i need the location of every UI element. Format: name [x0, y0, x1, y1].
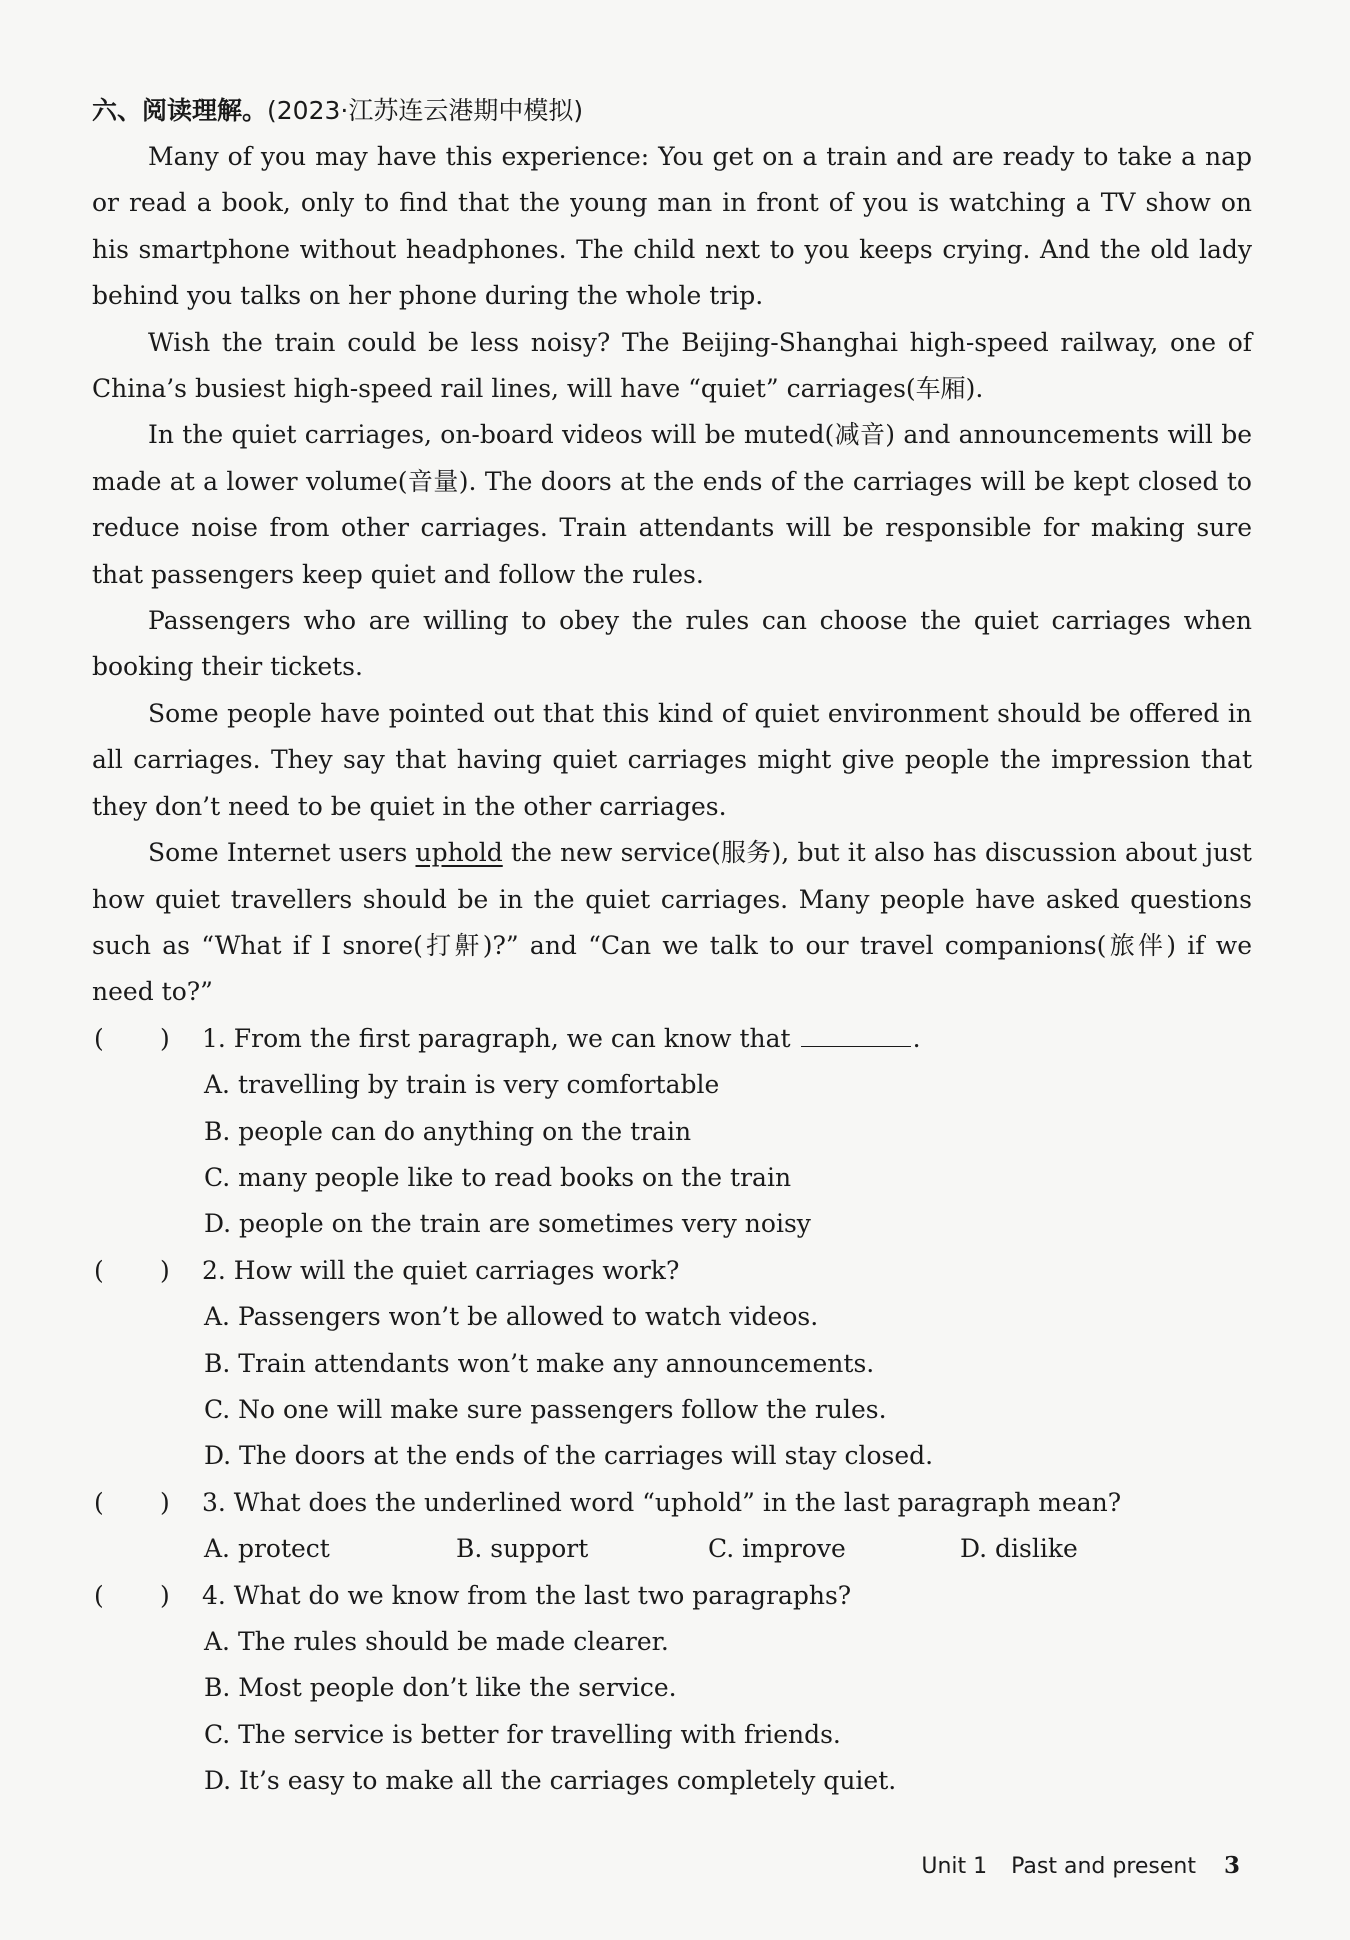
- question-text: 4. What do we know from the last two paragraphs?: [202, 1580, 852, 1610]
- option-d: D. The doors at the ends of the carriages will stay closed.: [204, 1441, 934, 1471]
- bracket-left: (: [94, 1023, 104, 1053]
- option-d: D. dislike: [960, 1534, 1078, 1564]
- bracket-left: (: [94, 1487, 104, 1517]
- bracket-left: (: [94, 1255, 104, 1285]
- option-c: C. The service is better for travelling with friends.: [204, 1719, 841, 1749]
- footer-unit: Unit 1: [921, 1854, 988, 1879]
- question-3: [92, 1480, 1252, 1573]
- question-text-end: .: [912, 1023, 921, 1053]
- page-number: 3: [1223, 1852, 1240, 1879]
- option-a: A. Passengers won’t be allowed to watch videos.: [204, 1302, 819, 1332]
- option-b: B. people can do anything on the train: [204, 1116, 692, 1146]
- question-stem: [92, 1016, 1252, 1062]
- footer-unit-title: Past and present: [1011, 1854, 1196, 1879]
- question-stem: [92, 1248, 1252, 1294]
- passage-paragraph-5: Some people have pointed out that this kind of quiet environment should be offered in all carriages. They say that having quiet carriages might give people the impression that they don’t need to be quiet in the other carriages.: [92, 698, 1252, 821]
- option-d: D. It’s easy to make all the carriages completely quiet.: [204, 1766, 897, 1796]
- question-4: [92, 1573, 1252, 1805]
- question-text: 1. From the first paragraph, we can know that: [202, 1023, 791, 1053]
- bracket-right: ): [160, 1023, 170, 1053]
- option-c: C. No one will make sure passengers follow the rules.: [204, 1394, 887, 1424]
- option-a: A. protect: [204, 1534, 330, 1564]
- passage-paragraph-6: [92, 830, 1252, 1016]
- p6-text-after: the new service(服务), but it also has discussion about just how quiet travellers should be in the quiet carriages. Many people have asked questions such as “What if I snore(打鼾)?” and “Can we talk to our travel companions(旅伴) if we need to?”: [92, 838, 1252, 1007]
- option-d: D. people on the train are sometimes very noisy: [204, 1209, 811, 1239]
- option-b: B. support: [456, 1534, 589, 1564]
- bracket-right: ): [160, 1255, 170, 1285]
- options-row: [92, 1526, 1252, 1572]
- section-heading: [92, 88, 1252, 134]
- question-text: 3. What does the underlined word “uphold” in the last paragraph mean?: [202, 1487, 1122, 1517]
- section-source: (2023·江苏连云港期中模拟): [267, 96, 584, 125]
- p6-text-before: Some Internet users: [148, 838, 416, 868]
- underlined-word-uphold: uphold: [415, 838, 503, 868]
- passage-paragraph-4: Passengers who are willing to obey the rules can choose the quiet carriages when booking their tickets.: [92, 606, 1252, 682]
- reading-passage: [92, 134, 1252, 1016]
- option-a: A. The rules should be made clearer.: [204, 1627, 669, 1656]
- option-b: B. Most people don’t like the service.: [204, 1673, 677, 1703]
- fill-blank[interactable]: [801, 1020, 911, 1047]
- passage-paragraph-1: Many of you may have this experience: You get on a train and are ready to take a nap or read a book, only to find that the young man in front of you is watching a TV show on his smartphone without headphones. The child next to you keeps crying. And the old lady behind you talks on her phone during the whole trip.: [92, 142, 1252, 311]
- option-c: C. many people like to read books on the train: [204, 1162, 792, 1192]
- question-stem: [92, 1573, 1252, 1619]
- bracket-right: ): [160, 1580, 170, 1610]
- option-b: B. Train attendants won’t make any announcements.: [204, 1348, 875, 1378]
- bracket-left: (: [94, 1580, 104, 1610]
- passage-paragraph-3: In the quiet carriages, on-board videos will be muted(减音) and announcements will be made at a lower volume(音量). The doors at the ends of the carriages will be kept closed to reduce noise from other carriages. Train attendants will be responsible for making sure that passengers keep quiet and follow the rules.: [92, 420, 1252, 589]
- question-2: [92, 1248, 1252, 1480]
- passage-paragraph-2: Wish the train could be less noisy? The Beijing-Shanghai high-speed railway, one of China’s busiest high-speed rail lines, will have “quiet” carriages(车厢).: [92, 327, 1252, 404]
- bracket-right: ): [160, 1487, 170, 1517]
- question-1: [92, 1016, 1252, 1248]
- option-c: C. improve: [708, 1534, 846, 1564]
- section-title: 六、阅读理解。: [92, 96, 268, 125]
- question-text: 2. How will the quiet carriages work?: [202, 1255, 680, 1285]
- question-stem: [92, 1480, 1252, 1526]
- option-a: A. travelling by train is very comfortable: [204, 1070, 720, 1100]
- page-footer: [921, 1852, 1240, 1879]
